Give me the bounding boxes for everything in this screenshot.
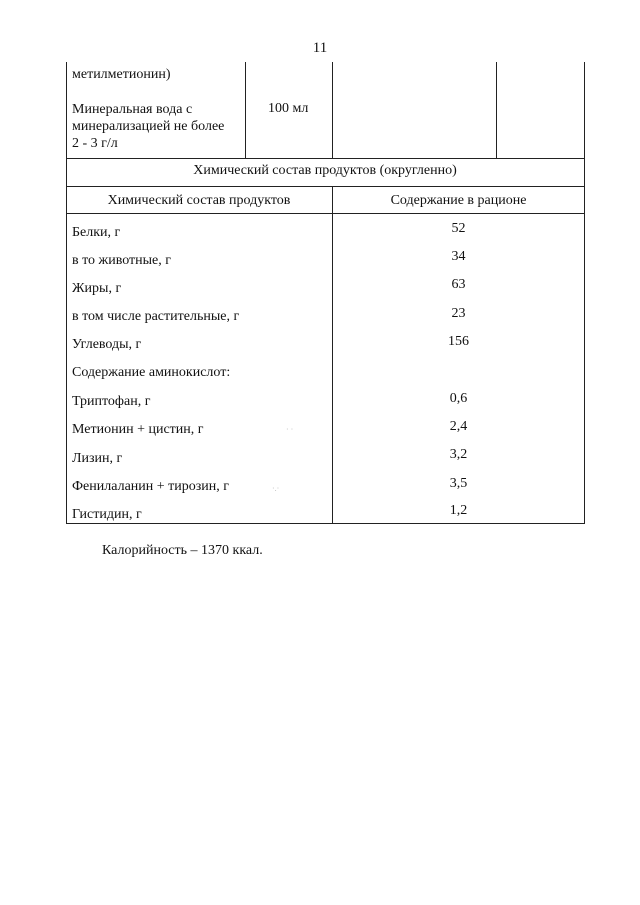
chemical-row-value: 156 <box>448 334 469 349</box>
calories-note: Калорийность – 1370 ккал. <box>102 543 263 558</box>
chemical-header-top-border <box>66 186 585 187</box>
top-table-row2-amount: 100 мл <box>268 101 309 116</box>
scan-artifact: · · <box>286 425 294 434</box>
chemical-row-label: Метионин + цистин, г <box>72 422 204 437</box>
chemical-row-value: 52 <box>451 221 466 236</box>
top-table-right-border <box>584 62 585 193</box>
chemical-row-value: 23 <box>451 306 466 321</box>
chemical-row-label: Белки, г <box>72 225 121 240</box>
chemical-row-value: 1,2 <box>449 503 468 518</box>
chemical-header-composition: Химический состав продуктов <box>107 193 291 208</box>
top-table-row2-name-line1: Минеральная вода с <box>72 102 193 117</box>
chemical-row-value: 0,6 <box>449 391 468 406</box>
chemical-row-label: Гистидин, г <box>72 507 142 522</box>
top-table-col1-border <box>245 62 246 158</box>
top-table-col3-border <box>496 62 497 158</box>
chemical-header-bottom-border <box>66 213 585 214</box>
chemical-left-border <box>66 186 67 524</box>
chemical-row-value: 3,5 <box>449 476 468 491</box>
chemical-row-label: в то животные, г <box>72 253 172 268</box>
chemical-section-title: Химический состав продуктов (округленно) <box>193 163 457 178</box>
chemical-row-value: 63 <box>451 277 466 292</box>
scan-artifact: ·.· <box>272 484 280 493</box>
top-table-row1-name: метилметионин) <box>72 67 171 82</box>
chemical-row-value: 2,4 <box>449 419 468 434</box>
chemical-row-label: в том числе растительные, г <box>72 309 240 324</box>
chemical-row-value: 34 <box>451 249 466 264</box>
top-table-row2-name-line2: минерализацией не более <box>72 119 225 134</box>
chemical-right-border <box>584 186 585 524</box>
page-number: 11 <box>312 40 328 56</box>
chemical-row-label: Фенилаланин + тирозин, г <box>72 479 230 494</box>
top-table-col2-border <box>332 62 333 158</box>
top-table-row2-name-line3: 2 - 3 г/л <box>72 136 118 151</box>
chemical-bottom-border <box>66 523 585 524</box>
chemical-row-label: Лизин, г <box>72 451 123 466</box>
chemical-row-label: Жиры, г <box>72 281 122 296</box>
chemical-row-label: Углеводы, г <box>72 337 142 352</box>
chemical-header-content: Содержание в рационе <box>390 193 527 208</box>
chemical-row-label: Содержание аминокислот: <box>72 365 231 380</box>
top-table-bottom-border <box>66 158 585 159</box>
chemical-row-value: 3,2 <box>449 447 468 462</box>
chemical-row-label: Триптофан, г <box>72 394 151 409</box>
